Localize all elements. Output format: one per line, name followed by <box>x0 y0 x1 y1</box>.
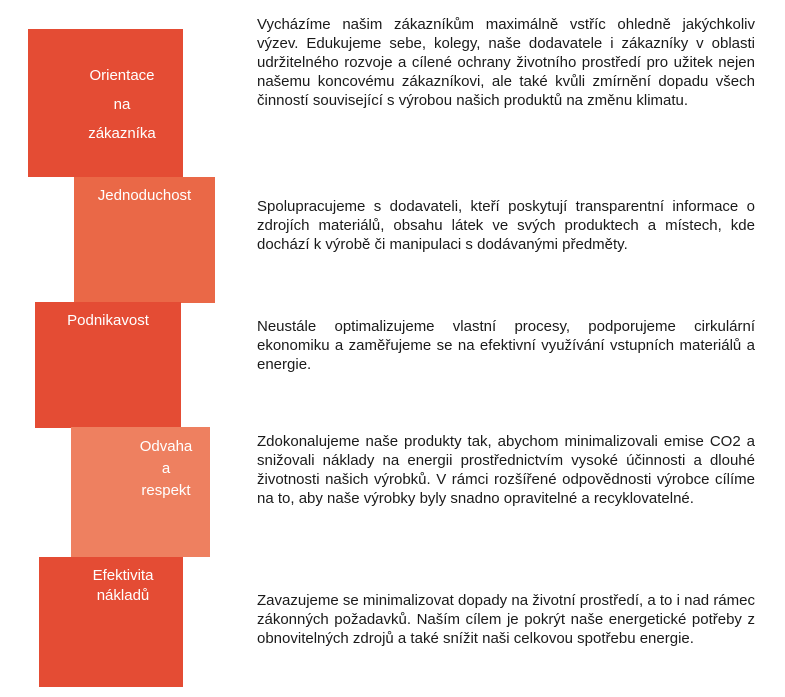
value-label: Jednoduchost <box>97 187 192 204</box>
value-description: Zavazujeme se minimalizovat dopady na životní prostředí, a to i nad rámec zákonných požadavků. Naším cílem je pokrýt naše energetické potřeby z obnovitelných zdrojů a také snížit naši celkovou spotřebu energie. <box>257 592 755 647</box>
value-box-odvaha <box>71 427 210 557</box>
value-box-jednoduchost <box>74 177 215 303</box>
value-description: Spolupracujeme s dodavateli, kteří poskytují transparentní informace o zdrojích materiálů, obsahu látek ve svých produktech a místech, kde dochází k výrobě či manipulaci s dodávanými předměty. <box>257 198 755 253</box>
value-description: Neustále optimalizujeme vlastní procesy, podporujeme cirkulární ekonomiku a zaměřujeme se na efektivní využívání vstupních materiálů a energie. <box>257 318 755 373</box>
value-label: Odvaha a respekt <box>139 438 193 499</box>
value-description: Zdokonalujeme naše produkty tak, abychom minimalizovali emise CO2 a snižovali náklady na energii prostřednictvím vysoké účinnosti a dlouhé životnosti našich výrobků. V rámci rozšířené odpovědnosti výrobce cílíme na to, aby naše výrobky byly snadno opravitelné a recyklovatelné. <box>257 433 755 507</box>
value-box-podnikavost <box>35 302 181 428</box>
value-label: Podnikavost <box>67 312 149 329</box>
value-box-efektivita <box>39 557 183 687</box>
value-label: Orientace na zákazníka <box>88 67 156 142</box>
value-box-orientace <box>28 29 183 177</box>
value-label: Efektivita nákladů <box>92 567 154 604</box>
value-description: Vycházíme našim zákazníkům maximálně vstříc ohledně jakýchkoliv výzev. Edukujeme sebe, kolegy, naše dodavatele i zákazníky v oblasti udržitelného rozvoje a cílené ochrany životního prostředí pro užitek nejen našemu koncovému zákazníkovi, ale také kvůli zmírnění dopadu všech činností související s výrobou našich produktů na změnu klimatu. <box>257 16 755 109</box>
